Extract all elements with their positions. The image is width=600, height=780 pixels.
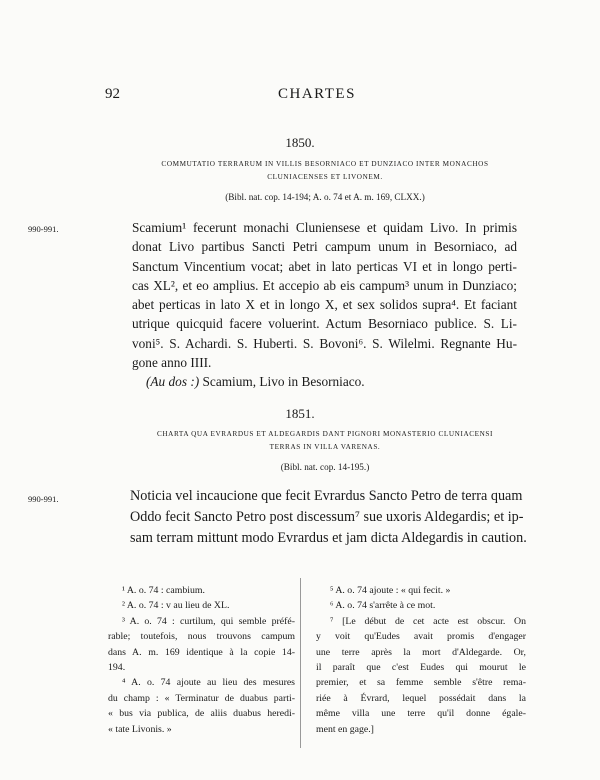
text-line: utrique quicquid facere voluerint. Actum Besorniaco publice. S. Li- — [132, 316, 517, 332]
page-number: 92 — [105, 86, 120, 102]
charter-title-line: TERRAS IN VILLA VARENAS. — [269, 443, 381, 451]
footnote-line: riée à Évrard, lequel possédait dans la — [316, 692, 526, 704]
dorsal-label: (Au dos :) — [146, 374, 200, 390]
footnotes-right — [316, 583, 526, 737]
charter-date-1851: 990-991. — [28, 494, 59, 504]
charter-title-line: COMMUTATIO TERRARUM IN VILLIS BESORNIACO ET DUNZIACO INTER MONACHOS — [161, 160, 489, 168]
footnote-line: il paraît que c'est Eudes qui mourut le — [316, 662, 526, 674]
charter-number-1851: 1851. — [285, 406, 315, 421]
text-line: sam terram mittunt modo Evrardus et jam dicta Aldegardis in caution. — [130, 530, 527, 547]
footnote-line: 194. — [108, 662, 126, 674]
charter-source-1851: (Bibl. nat. cop. 14-195.) — [280, 462, 370, 472]
charter-number-1850: 1850. — [285, 135, 315, 150]
footnote-line: « bus via publica, de aliis duabus heredi- — [108, 708, 295, 720]
footnote-line: ³ A. o. 74 : curtilum, qui semble préfé- — [122, 615, 295, 627]
dorsal-text: Scamium, Livo in Besorniaco. — [202, 374, 365, 390]
charter-title-line: CLUNIACENSES ET LIVONEM. — [267, 173, 383, 181]
text-line: Oddo fecit Sancto Petro post discessum⁷ sue uxoris Aldegardis; et ip- — [130, 509, 524, 526]
text-line: donat Livo partibus Sancti Petri campum unum in Besorniaco, ad — [132, 239, 517, 255]
charter-title-1851 — [120, 428, 530, 454]
footnote-column-divider — [300, 578, 301, 748]
text-line: Scamium¹ fecerunt monachi Cluniensese et quidam Livo. In primis — [132, 220, 517, 235]
footnote-line: du champ : « Terminatur de duabus parti- — [108, 692, 295, 704]
text-line: Noticia vel incaucione que fecit Evrardus Sancto Petro de terra quam — [130, 488, 523, 504]
dorsal-note — [132, 372, 517, 391]
footnote-line: premier, et sa femme semble s'être rema- — [316, 677, 526, 689]
footnote-line: dans A. m. 169 identique à la copie 14- — [108, 646, 295, 658]
charter-title-1850 — [120, 158, 530, 184]
charter-source-1850: (Bibl. nat. cop. 14-194; A. o. 74 et A. m. 169, CLXX.) — [225, 192, 425, 202]
footnote-line: ment en gage.] — [316, 723, 374, 735]
text-line: gone anno IIII. — [132, 355, 212, 371]
text-line: abet perticas in lato X et in longo X, et sex solidos supra⁴. Et faciant — [132, 297, 517, 313]
text-line: Sanctum Vincentium vocat; abet in lato perticas VI et in longo perti- — [132, 258, 517, 274]
charter-text-1851 — [130, 486, 527, 550]
text-line: voni⁵. S. Achardi. S. Huberti. S. Bovoni⁶. S. Wilelmi. Regnante Hu- — [132, 335, 517, 351]
footnote-line: ⁶ A. o. 74 s'arrête à ce mot. — [330, 600, 436, 612]
footnote-line: ⁵ A. o. 74 ajoute : « qui fecit. » — [330, 585, 451, 596]
footnotes-left — [108, 583, 295, 737]
footnote-line: y voit qu'Eudes avait promis d'engager — [316, 631, 526, 643]
footnote-line: rable; toutefois, nous trouvons campum — [108, 631, 295, 643]
running-title: CHARTES — [278, 86, 356, 102]
charter-text-1850 — [132, 218, 517, 392]
charter-date-1850: 990-991. — [28, 224, 59, 234]
footnote-line: même villa une terre qu'il donne égale- — [316, 708, 526, 720]
footnote-line: ⁷ [Le début de cet acte est obscur. On — [330, 615, 526, 627]
text-line: cas XL², et eo amplius. Et accepio ab eis campum³ unum in Dunziaco; — [132, 277, 517, 293]
footnote-line: ⁴ A. o. 74 ajoute au lieu des mesures — [122, 677, 295, 689]
footnote-line: ¹ A. o. 74 : cambium. — [122, 585, 205, 596]
footnote-line: « tate Livonis. » — [108, 723, 172, 735]
charter-title-line: CHARTA QUA EVRARDUS ET ALDEGARDIS DANT PIGNORI MONASTERIO CLUNIACENSI — [156, 430, 494, 438]
footnote-line: une terre après la mort d'Aldegarde. Or, — [316, 646, 526, 658]
footnote-line: ² A. o. 74 : v au lieu de XL. — [122, 600, 230, 612]
